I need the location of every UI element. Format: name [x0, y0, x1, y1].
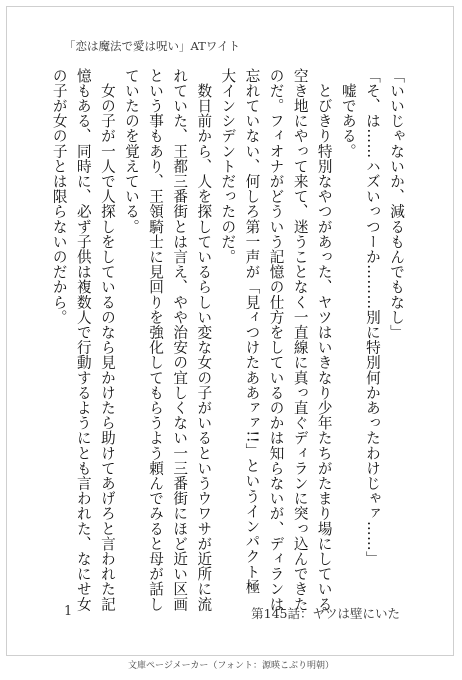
text-line: 数日前から、人を探しているらしい変な女の子がいるというウワサが近所に流 [195, 68, 213, 612]
text-line: とびきり特別なやつがあった、ヤツはいきなり少年たちがたまり場にしている [315, 68, 333, 612]
text-line: 女の子が一人で人探しをしているのなら見かけたら助けてあげろと言われた記 [98, 68, 116, 612]
vertical-body-text [50, 68, 408, 612]
text-line: 忘れていない、何しろ第一声が「見ィつけたああァァ!!」というインパクト極 [243, 68, 261, 595]
text-line: 「そ、は……ハズいっつーか………別に特別何かあったわけじゃァ……」 [363, 68, 381, 567]
page-header: 「恋は魔法で愛は呪い」ATワイト [64, 39, 240, 53]
text-line: 嘘である。 [339, 68, 357, 159]
text-line: れていた、王都三番街とは言え、やや治安の宜しくない一三番街にほど近い区画 [171, 68, 189, 612]
text-line: 空き地にやって来て、迷うことなく一直線に真っ直ぐディランに突っ込んできた [291, 68, 309, 612]
text-line: の子が女の子とは限らないのだから。 [50, 68, 68, 325]
text-line: ていたのを覚えている。 [122, 68, 140, 235]
app-credit: 文庫ページメーカー（フォント：源暎こぶり明朝） [128, 661, 334, 671]
chapter-title: 第145話：ヤツは壁にいた [251, 606, 400, 621]
text-line: という事もあり、王領騎士に見回りを強化してもらうよう頼んでみると母が話し [147, 68, 165, 612]
text-line: 大インシデントだったのだ。 [219, 68, 237, 265]
text-line: 憶もある、同時に、必ず子供は複数人で行動するようにとも言われた、なにせ女 [74, 68, 92, 612]
page-number: 1 [64, 604, 73, 619]
text-line: 「いいじゃないか、減るもんでもなし」 [388, 68, 405, 340]
text-line: のだ。フィオナがどういう記憶の仕方をしているのかは知らないが、ディランは [267, 68, 285, 612]
